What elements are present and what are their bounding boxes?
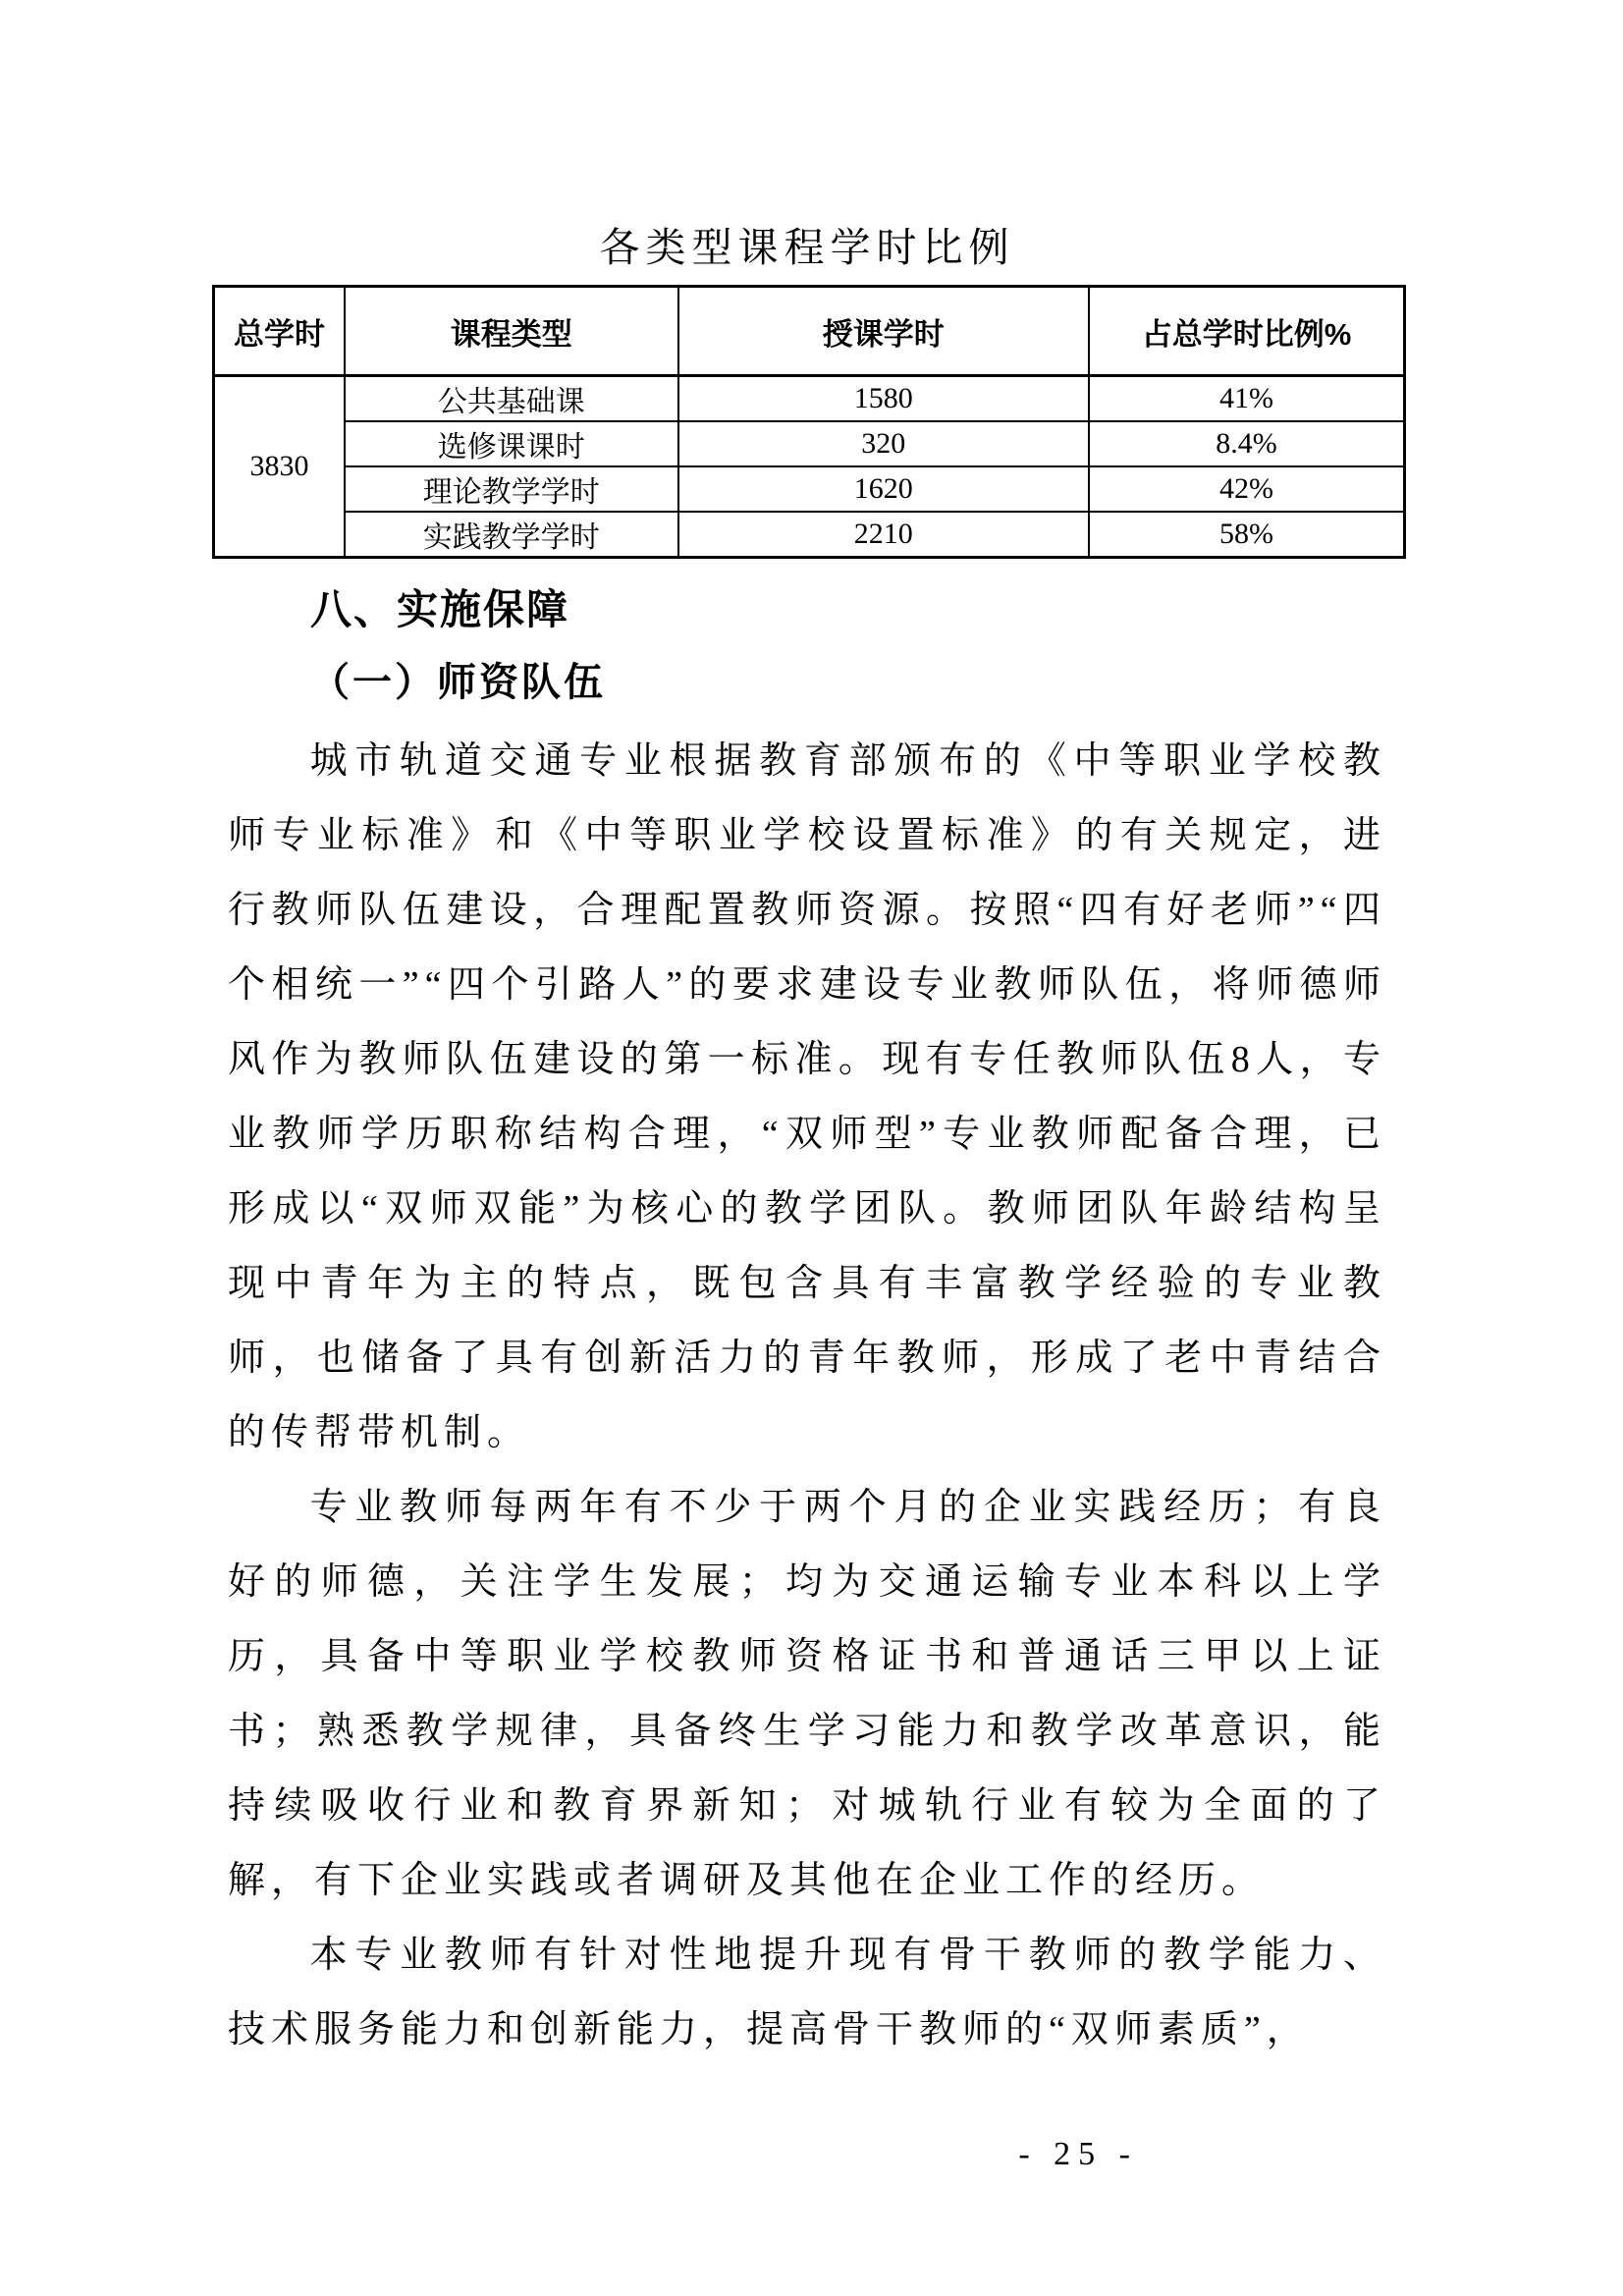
total-hours-cell: 3830 bbox=[214, 376, 345, 558]
paragraph-teacher-standards: 专业教师每两年有不少于两个月的企业实践经历；有良好的师德，关注学生发展；均为交通运输专业本科以上学历，具备中等职业学校教师资格证书和普通话三甲以上证书；熟悉教学规律，具备终生学习能力和教学改革意识，能持续吸收行业和教育界新知；对城轨行业有较为全面的了解，有下企业实践或者调研及其他在企业工作的经历。 bbox=[228, 1487, 1386, 1901]
paragraph-teacher-upgrade: 本专业教师有针对性地提升现有骨干教师的教学能力、技术服务能力和创新能力，提高骨干教师的“双师素质”， bbox=[228, 1935, 1386, 2050]
section-heading: 八、实施保障 bbox=[310, 586, 570, 632]
col-header-percent-total: 占总学时比例% bbox=[1089, 287, 1404, 376]
table-row bbox=[214, 512, 1405, 558]
percent-cell: 58% bbox=[1089, 512, 1404, 558]
percent-cell: 41% bbox=[1089, 376, 1404, 422]
course-type-cell: 理论教学学时 bbox=[345, 466, 678, 512]
table-row bbox=[214, 421, 1405, 466]
table-title: 各类型课程学时比例 bbox=[599, 225, 1015, 270]
col-header-taught-hours: 授课学时 bbox=[678, 287, 1089, 376]
hours-cell: 320 bbox=[678, 421, 1089, 466]
percent-cell: 8.4% bbox=[1089, 421, 1404, 466]
course-hours-table bbox=[212, 285, 1406, 559]
table-row bbox=[214, 376, 1405, 422]
table-header-row bbox=[214, 287, 1405, 376]
hours-cell: 2210 bbox=[678, 512, 1089, 558]
course-type-cell: 实践教学学时 bbox=[345, 512, 678, 558]
col-header-total-hours: 总学时 bbox=[214, 287, 345, 376]
course-type-cell: 选修课课时 bbox=[345, 421, 678, 466]
hours-cell: 1620 bbox=[678, 466, 1089, 512]
percent-cell: 42% bbox=[1089, 466, 1404, 512]
hours-cell: 1580 bbox=[678, 376, 1089, 422]
page-number: - 25 - bbox=[1018, 2136, 1138, 2172]
body-text bbox=[228, 724, 1386, 2067]
subsection-heading: （一）师资队伍 bbox=[310, 660, 606, 704]
col-header-course-type: 课程类型 bbox=[345, 287, 678, 376]
table-row bbox=[214, 466, 1405, 512]
paragraph-teacher-team: 城市轨道交通专业根据教育部颁布的《中等职业学校教师专业标准》和《中等职业学校设置标准》的有关规定，进行教师队伍建设，合理配置教师资源。按照“四有好老师”“四个相统一”“四个引路人”的要求建设专业教师队伍，将师德师风作为教师队伍建设的第一标准。现有专任教师队伍8人，专业教师学历职称结构合理，“双师型”专业教师配备合理，已形成以“双师双能”为核心的教学团队。教师团队年龄结构呈现中青年为主的特点，既包含具有丰富教学经验的专业教师，也储备了具有创新活力的青年教师，形成了老中青结合的传帮带机制。 bbox=[228, 740, 1386, 1453]
course-type-cell: 公共基础课 bbox=[345, 376, 678, 422]
